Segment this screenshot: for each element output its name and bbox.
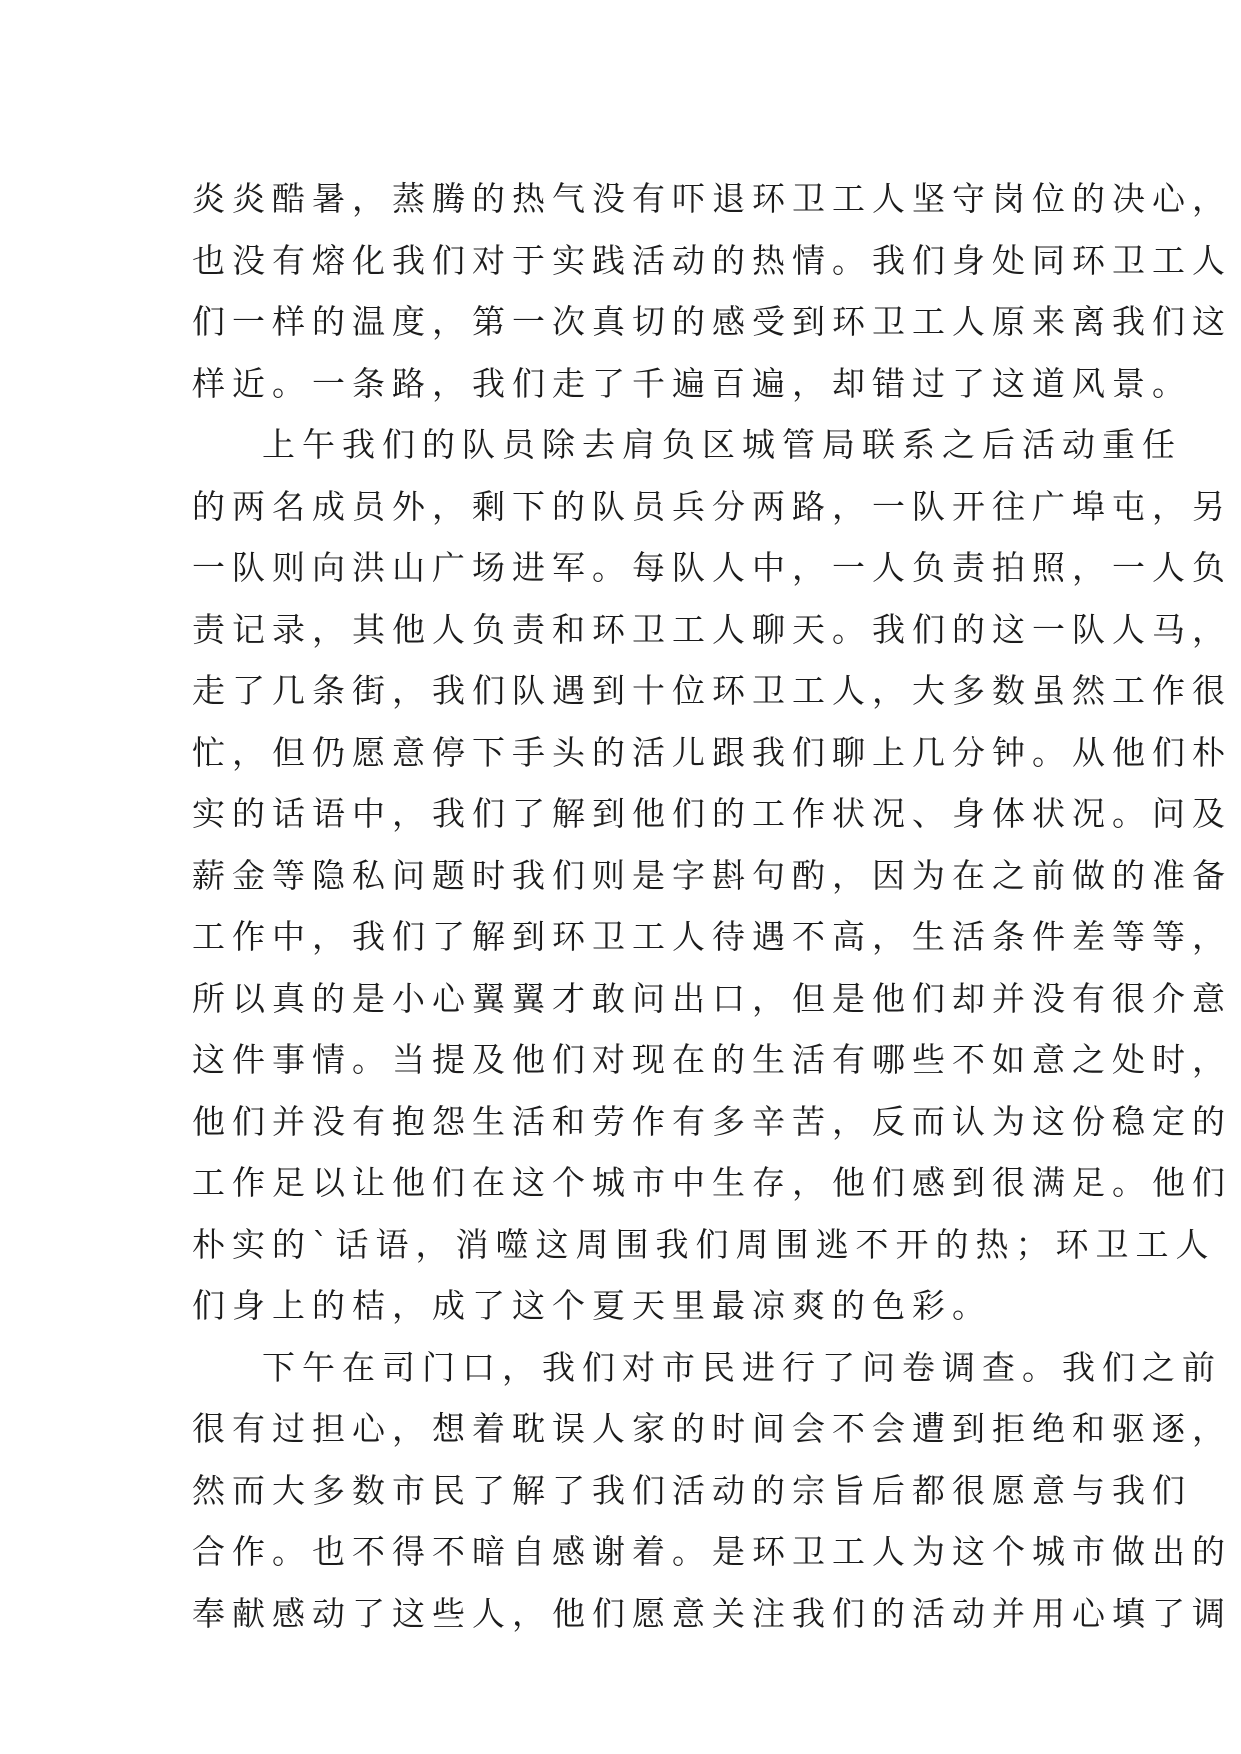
text-line: 忙，但仍愿意停下手头的活儿跟我们聊上几分钟。从他们朴 bbox=[192, 732, 1232, 772]
text-line: 实的话语中，我们了解到他们的工作状况、身体状况。问及 bbox=[192, 794, 1232, 833]
text-line: 样近。一条路，我们走了千遍百遍，却错过了这道风景。 bbox=[192, 363, 1192, 403]
text-line: 工作中，我们了解到环卫工人待遇不高，生活条件差等等， bbox=[192, 917, 1232, 956]
paragraph-first-line: 上午我们的队员除去肩负区城管局联系之后活动重任 bbox=[262, 425, 1182, 464]
text-line: 他们并没有抱怨生活和劳作有多辛苦，反而认为这份稳定的 bbox=[192, 1101, 1232, 1141]
text-line: 奉献感动了这些人，他们愿意关注我们的活动并用心填了调 bbox=[192, 1593, 1232, 1633]
text-line: 很有过担心，想着耽误人家的时间会不会遭到拒绝和驱逐， bbox=[192, 1409, 1232, 1448]
text-line: 然而大多数市民了解了我们活动的宗旨后都很愿意与我们 bbox=[192, 1470, 1192, 1510]
text-line: 这件事情。当提及他们对现在的生活有哪些不如意之处时， bbox=[192, 1040, 1232, 1079]
text-line: 朴实的`话语，消噬这周围我们周围逃不开的热；环卫工人 bbox=[192, 1224, 1216, 1264]
text-line: 炎炎酷暑，蒸腾的热气没有吓退环卫工人坚守岗位的决心， bbox=[192, 179, 1232, 218]
text-line: 一队则向洪山广场进军。每队人中，一人负责拍照，一人负 bbox=[192, 548, 1232, 587]
paragraph-first-line: 下午在司门口，我们对市民进行了问卷调查。我们之前 bbox=[262, 1347, 1222, 1387]
text-line: 也没有熔化我们对于实践活动的热情。我们身处同环卫工人 bbox=[192, 240, 1232, 280]
text-line: 的两名成员外，剩下的队员兵分两路，一队开往广埠屯，另 bbox=[192, 486, 1232, 526]
text-line: 薪金等隐私问题时我们则是字斟句酌，因为在之前做的准备 bbox=[192, 855, 1232, 895]
text-line: 工作足以让他们在这个城市中生存，他们感到很满足。他们 bbox=[192, 1163, 1232, 1202]
text-line: 们身上的桔，成了这个夏天里最凉爽的色彩。 bbox=[192, 1286, 992, 1325]
text-line: 合作。也不得不暗自感谢着。是环卫工人为这个城市做出的 bbox=[192, 1532, 1232, 1571]
text-line: 责记录，其他人负责和环卫工人聊天。我们的这一队人马， bbox=[192, 609, 1232, 649]
text-line: 们一样的温度，第一次真切的感受到环卫工人原来离我们这 bbox=[192, 302, 1232, 341]
text-line: 走了几条街，我们队遇到十位环卫工人，大多数虽然工作很 bbox=[192, 671, 1232, 710]
body-text bbox=[192, 168, 1232, 1644]
text-line: 所以真的是小心翼翼才敢问出口，但是他们却并没有很介意 bbox=[192, 978, 1232, 1018]
